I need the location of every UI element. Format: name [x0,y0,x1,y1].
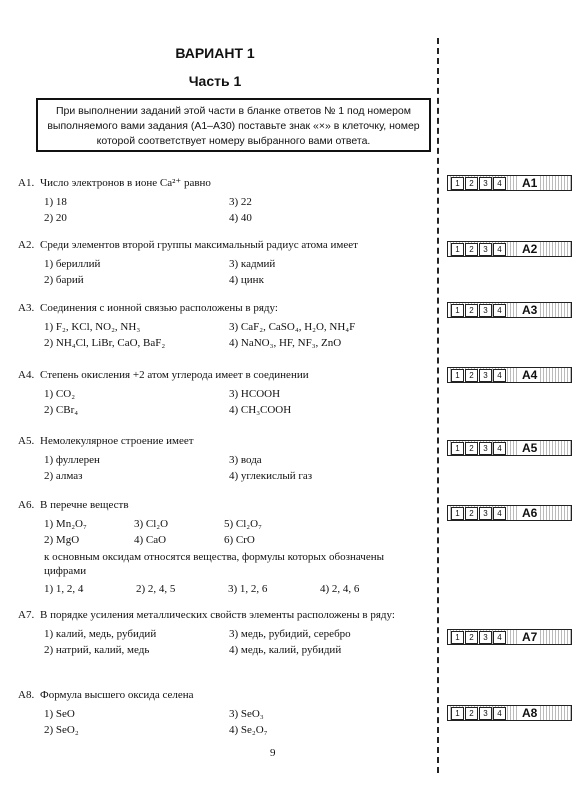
question-number: A2. [18,239,35,251]
question-a5 [18,434,418,483]
answer-box-3[interactable]: 3 [479,369,492,382]
option: 3) CaF₂, CaSO₄, H₂O, NH₄F [229,321,356,333]
option: 1) 1, 2, 4 [44,583,84,595]
question-continuation: к основным оксидам относятся вещества, формулы которых обозначены цифрами [44,551,384,577]
answer-label: A2 [519,242,540,256]
option: 4) 2, 4, 6 [320,583,360,595]
option: 4) цинк [229,274,264,286]
question-number: A7. [18,609,35,621]
question-number: A1. [18,177,35,189]
answer-grid-a5[interactable] [447,440,572,456]
option: 1) SeO [44,708,75,720]
substance: 3) Cl₂O [134,518,169,530]
substance: 2) MgO [44,534,80,546]
option: 4) NaNO₃, HF, NF₃, ZnO [229,337,342,349]
cut-line [437,38,439,773]
question-a2 [18,238,418,287]
answer-grid-a3[interactable] [447,302,572,318]
answer-box-4[interactable]: 4 [493,507,506,520]
substance: 5) Cl₂O₇ [224,518,262,530]
question-a1 [18,176,418,225]
question-number: A4. [18,369,35,381]
variant-title: ВАРИАНТ 1 [175,45,255,61]
answer-box-4[interactable]: 4 [493,631,506,644]
question-number: A5. [18,435,35,447]
answer-box-4[interactable]: 4 [493,369,506,382]
option: 2) NH₄Cl, LiBr, CaO, BaF₂ [44,337,166,349]
answer-label: A6 [519,506,540,520]
answer-box-2[interactable]: 2 [465,507,478,520]
question-number: A3. [18,302,35,314]
question-text: Формула высшего оксида селена [40,689,194,701]
answer-box-2[interactable]: 2 [465,243,478,256]
option: 2) CBr₄ [44,404,79,416]
substance: 6) CrO [224,534,255,546]
answer-box-4[interactable]: 4 [493,442,506,455]
question-a8 [18,688,418,737]
instructions-box [36,98,431,152]
option: 4) 40 [229,212,252,224]
question-text: Немолекулярное строение имеет [40,435,194,447]
answer-box-2[interactable]: 2 [465,177,478,190]
answer-box-3[interactable]: 3 [479,442,492,455]
option: 4) Se₂O₇ [229,724,268,736]
question-text: Число электронов в ионе Ca²⁺ равно [40,177,211,189]
option: 1) калий, медь, рубидий [44,628,157,640]
question-a3 [18,301,418,350]
part-title: Часть 1 [188,73,242,89]
answer-box-2[interactable]: 2 [465,631,478,644]
answer-label: A1 [519,176,540,190]
question-text: В порядке усиления металлических свойств элементы расположены в ряду: [40,609,395,621]
answer-box-3[interactable]: 3 [479,631,492,644]
answer-grid-a8[interactable] [447,705,572,721]
answer-box-3[interactable]: 3 [479,177,492,190]
answer-box-1[interactable]: 1 [451,631,464,644]
option: 3) SeO₃ [229,708,264,720]
substance: 1) Mn₂O₇ [44,518,87,530]
question-text: Среди элементов второй группы максимальный радиус атома имеет [40,239,358,251]
option: 4) CH₃COOH [229,404,292,416]
answer-label: A8 [519,706,540,720]
answer-label: A4 [519,368,540,382]
answer-grid-a1[interactable] [447,175,572,191]
option: 3) 1, 2, 6 [228,583,268,595]
answer-box-2[interactable]: 2 [465,369,478,382]
option: 3) медь, рубидий, серебро [229,628,351,640]
answer-box-1[interactable]: 1 [451,707,464,720]
option: 3) 22 [229,196,252,208]
answer-box-1[interactable]: 1 [451,442,464,455]
answer-box-1[interactable]: 1 [451,304,464,317]
question-number: A6. [18,499,35,511]
option: 2) 2, 4, 5 [136,583,176,595]
answer-box-2[interactable]: 2 [465,442,478,455]
answer-box-4[interactable]: 4 [493,177,506,190]
question-a4 [18,368,418,417]
answer-box-2[interactable]: 2 [465,707,478,720]
option: 4) углекислый газ [229,470,313,482]
answer-box-4[interactable]: 4 [493,707,506,720]
option: 3) HCOOH [229,388,281,400]
option: 2) алмаз [44,470,83,482]
question-a7 [18,608,418,657]
question-number: A8. [18,689,35,701]
question-a6 [18,498,418,596]
question-text: Степень окисления +2 атом углерода имеет в соединении [40,369,309,381]
answer-box-3[interactable]: 3 [479,507,492,520]
answer-label: A5 [519,441,540,455]
option: 1) F₂, KCl, NO₂, NH₃ [44,321,141,333]
answer-box-4[interactable]: 4 [493,243,506,256]
answer-grid-a2[interactable] [447,241,572,257]
answer-box-2[interactable]: 2 [465,304,478,317]
option: 3) кадмий [229,258,276,270]
substance: 4) CaO [134,534,167,546]
answer-box-1[interactable]: 1 [451,369,464,382]
answer-box-3[interactable]: 3 [479,304,492,317]
option: 2) натрий, калий, медь [44,644,150,656]
option: 2) SeO₂ [44,724,79,736]
instructions-text: При выполнении заданий этой части в бланке ответов № 1 под номером выполняемого вами задания (А1–А30) поставьте знак «×» в клеточку, номер которой соответствует номеру выбранного вами ответа. [47,105,420,147]
answer-box-1[interactable]: 1 [451,507,464,520]
option: 1) бериллий [44,258,101,270]
option: 2) 20 [44,212,67,224]
answer-grid-a4[interactable] [447,367,572,383]
option: 2) барий [44,274,84,286]
option: 4) медь, калий, рубидий [229,644,342,656]
option: 1) фуллерен [44,454,100,466]
answer-box-1[interactable]: 1 [451,177,464,190]
page-number: 9 [270,747,276,759]
option: 1) 18 [44,196,67,208]
answer-box-4[interactable]: 4 [493,304,506,317]
option: 1) CO₂ [44,388,76,400]
question-text: В перечне веществ [40,499,129,511]
answer-box-1[interactable]: 1 [451,243,464,256]
answer-label: A3 [519,303,540,317]
answer-label: A7 [519,630,540,644]
question-text: Соединения с ионной связью расположены в ряду: [40,302,278,314]
answer-grid-a6[interactable] [447,505,572,521]
answer-box-3[interactable]: 3 [479,243,492,256]
answer-grid-a7[interactable] [447,629,572,645]
option: 3) вода [229,454,262,466]
answer-box-3[interactable]: 3 [479,707,492,720]
